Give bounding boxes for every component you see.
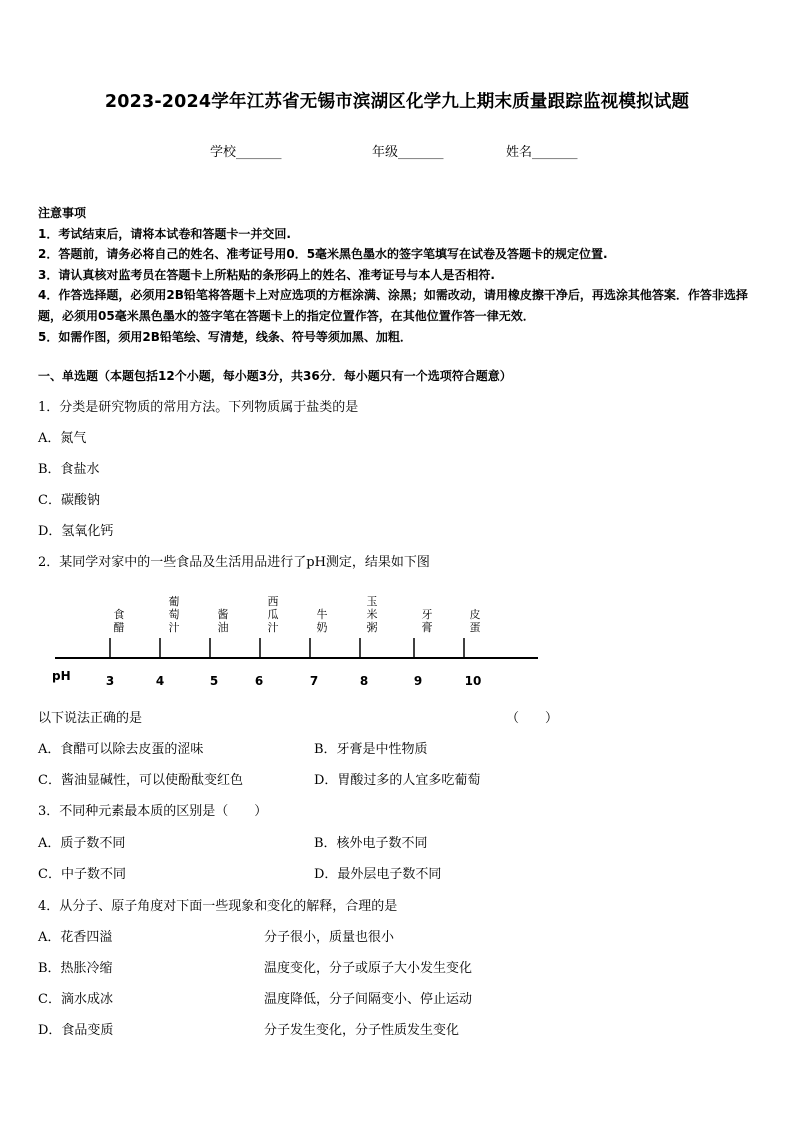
name-field: 姓名_______	[506, 145, 578, 160]
q4-option-a: A．花香四溢	[38, 930, 113, 945]
ph-item-label: 玉米粥	[366, 595, 378, 634]
grade-field: 年级_______	[372, 145, 444, 160]
ph-item-label: 西瓜汁	[267, 595, 279, 634]
ph-tick-label: 3	[105, 674, 115, 688]
q2-stem: 2．某同学对家中的一些食品及生活用品进行了pH测定，结果如下图	[38, 555, 430, 570]
section-heading: 一、单选题（本题包括12个小题，每小题3分，共36分．每小题只有一个选项符合题意）	[38, 369, 512, 383]
q4-explain-a: 分子很小，质量也很小	[264, 930, 395, 945]
q4-explain-b: 温度变化，分子或原子大小发生变化	[264, 961, 473, 976]
ph-tick-label: 9	[413, 674, 423, 688]
note-item: 4．作答选择题，必须用2B铅笔将答题卡上对应选项的方框涂满、涂黑；如需改动，请用橡皮擦干净后，再选涂其他答案．作答非选择题，必须用05毫米黑色墨水的签字笔在答题卡上的指定位置作答，在其他位置作答一律无效．	[38, 288, 748, 323]
ph-tick-label: 8	[359, 674, 369, 688]
q1-option-d: D．氢氧化钙	[38, 524, 114, 539]
q4-option-b: B．热胀冷缩	[38, 961, 113, 976]
ph-scale-figure	[0, 585, 794, 695]
ph-item-label: 酱油	[217, 608, 229, 634]
notes-heading: 注意事项	[38, 206, 87, 220]
q3-option-b: B．核外电子数不同	[314, 836, 428, 851]
q2-answer-paren: （ ）	[506, 711, 559, 726]
ph-tick-label: 10	[464, 674, 482, 688]
q2-option-d: D．胃酸过多的人宜多吃葡萄	[314, 773, 481, 788]
q4-explain-c: 温度降低，分子间隔变小、停止运动	[264, 992, 473, 1007]
ph-item-label: 食醋	[113, 608, 125, 634]
q4-stem: 4．从分子、原子角度对下面一些现象和变化的解释，合理的是	[38, 899, 398, 914]
ph-item-label: 牙膏	[421, 608, 433, 634]
ph-tick-label: 5	[209, 674, 219, 688]
ph-item-labels	[114, 594, 481, 634]
ph-tick-label: 4	[155, 674, 165, 688]
q2-option-c: C．酱油显碱性，可以使酚酞变红色	[38, 773, 243, 788]
page-title: 2023-2024学年江苏省无锡市滨湖区化学九上期末质量跟踪监视模拟试题	[104, 92, 690, 112]
ph-tick-label: 6	[254, 674, 264, 688]
ph-tick-label: 7	[309, 674, 319, 688]
note-item: 1．考试结束后，请将本试卷和答题卡一并交回.	[38, 226, 291, 241]
q1-stem: 1．分类是研究物质的常用方法。下列物质属于盐类的是	[38, 400, 359, 415]
ph-item-label: 皮蛋	[469, 608, 481, 634]
q2-option-a: A．食醋可以除去皮蛋的涩味	[38, 742, 204, 757]
q3-stem: 3．不同种元素最本质的区别是（ ）	[38, 804, 268, 819]
q1-option-c: C．碳酸钠	[38, 493, 100, 508]
q3-option-c: C．中子数不同	[38, 867, 126, 882]
note-item: 2．答题前，请务必将自己的姓名、准考证号用0．5毫米黑色墨水的签字笔填写在试卷及答题卡的规定位置.	[38, 247, 608, 262]
note-item: 5．如需作图，须用2B铅笔绘、写清楚，线条、符号等须加黑、加粗．	[38, 329, 412, 344]
q4-explain-d: 分子发生变化，分子性质发生变化	[264, 1023, 460, 1038]
ph-item-label: 葡萄汁	[168, 595, 180, 634]
q1-option-a: A．氮气	[38, 431, 87, 446]
q3-option-d: D．最外层电子数不同	[314, 867, 442, 882]
q2-option-b: B．牙膏是中性物质	[314, 742, 428, 757]
q2-prompt: 以下说法正确的是	[38, 711, 143, 726]
note-item: 3．请认真核对监考员在答题卡上所粘贴的条形码上的姓名、准考证号与本人是否相符.	[38, 267, 495, 282]
ph-axis-label: pH	[52, 669, 71, 683]
notes-block	[38, 203, 760, 347]
school-field: 学校_______	[210, 145, 282, 160]
q1-option-b: B．食盐水	[38, 462, 100, 477]
ph-ticks	[106, 638, 482, 688]
q4-option-d: D．食品变质	[38, 1023, 114, 1038]
q4-option-c: C．滴水成冰	[38, 992, 113, 1007]
q3-option-a: A．质子数不同	[38, 836, 126, 851]
ph-item-label: 牛奶	[316, 608, 328, 634]
